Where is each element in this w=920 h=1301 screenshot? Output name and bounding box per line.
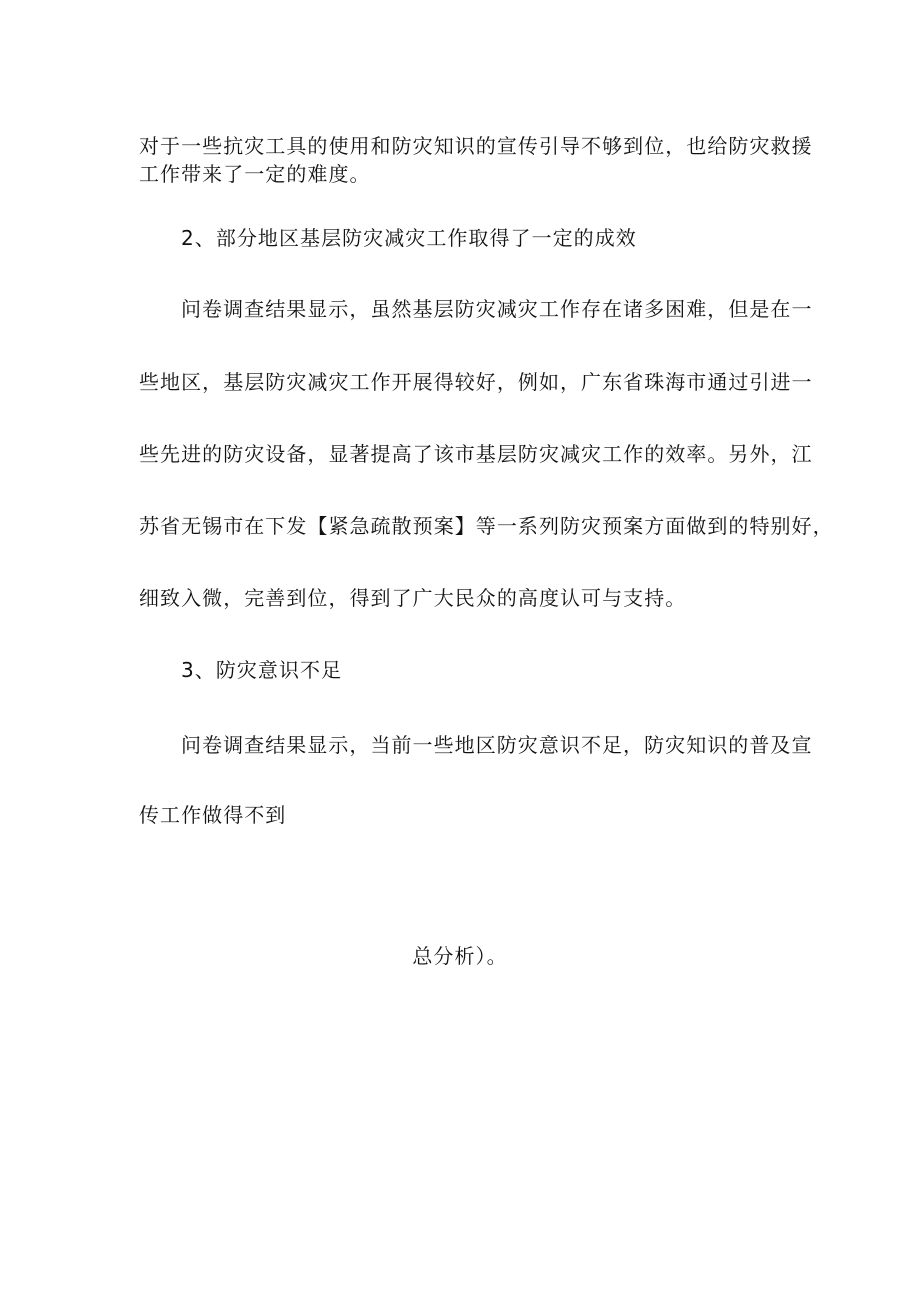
paragraph-1-line-2: 工作带来了一定的难度。 xyxy=(139,162,371,186)
paragraph-1-line-1: 对于一些抗灾工具的使用和防灾知识的宣传引导不够到位，也给防灾救援 xyxy=(139,134,813,158)
paragraph-2-line-5: 细致入微，完善到位，得到了广大民众的高度认可与支持。 xyxy=(139,586,687,610)
section-heading-2: 2、部分地区基层防灾减灾工作取得了一定的成效 xyxy=(181,226,637,250)
section-heading-3: 3、防灾意识不足 xyxy=(181,658,343,682)
text-fragment: 总分析）。 xyxy=(412,944,508,968)
paragraph-3-line-1: 问卷调查结果显示，当前一些地区防灾意识不足，防灾知识的普及宣 xyxy=(181,733,813,757)
paragraph-2-line-2: 些地区，基层防灾减灾工作开展得较好，例如，广东省珠海市通过引进一 xyxy=(139,370,813,394)
paragraph-2-line-3: 些先进的防灾设备，显著提高了该市基层防灾减灾工作的效率。另外，江 xyxy=(139,442,813,466)
paragraph-2-line-1: 问卷调查结果显示，虽然基层防灾减灾工作存在诸多困难，但是在一 xyxy=(181,297,813,321)
paragraph-3-line-2: 传工作做得不到 xyxy=(139,803,287,827)
paragraph-2-line-4: 苏省无锡市在下发【紧急疏散预案】等一系列防灾预案方面做到的特别好， xyxy=(139,514,834,538)
